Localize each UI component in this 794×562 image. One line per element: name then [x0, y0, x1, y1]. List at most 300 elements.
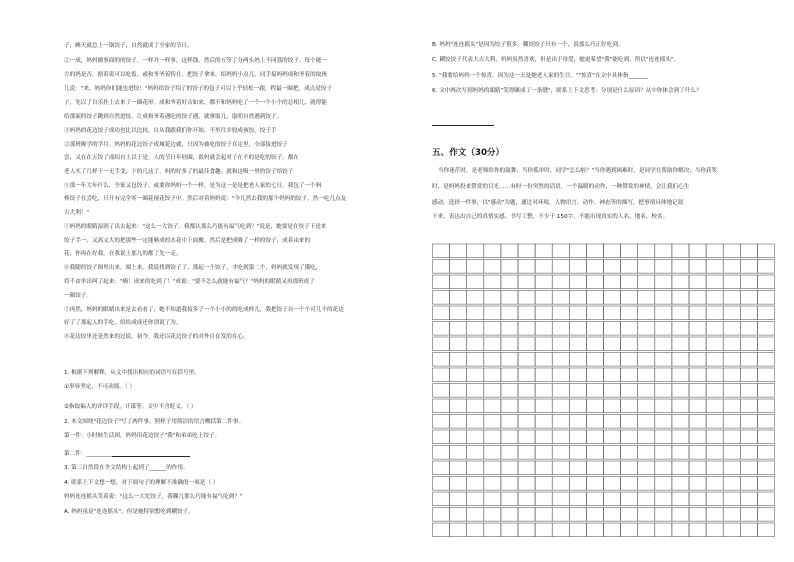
- grid-cell[interactable]: [638, 353, 655, 367]
- grid-cell[interactable]: [621, 353, 638, 367]
- grid-cell[interactable]: [484, 384, 501, 398]
- grid-cell[interactable]: [552, 461, 569, 475]
- grid-cell[interactable]: [638, 337, 655, 351]
- grid-cell[interactable]: [672, 492, 689, 506]
- grid-cell[interactable]: [655, 244, 672, 258]
- grid-cell[interactable]: [501, 430, 518, 444]
- grid-cell[interactable]: [535, 523, 552, 537]
- grid-cell[interactable]: [757, 430, 774, 444]
- grid-cell[interactable]: [501, 508, 518, 522]
- grid-cell[interactable]: [672, 322, 689, 336]
- grid-cell[interactable]: [433, 446, 450, 460]
- grid-cell[interactable]: [433, 337, 450, 351]
- grid-cell[interactable]: [450, 508, 467, 522]
- grid-cell[interactable]: [450, 384, 467, 398]
- grid-cell[interactable]: [484, 291, 501, 305]
- grid-cell[interactable]: [757, 368, 774, 382]
- grid-cell[interactable]: [501, 353, 518, 367]
- grid-cell[interactable]: [569, 446, 586, 460]
- grid-cell[interactable]: [552, 399, 569, 413]
- grid-cell[interactable]: [569, 508, 586, 522]
- grid-cell[interactable]: [655, 523, 672, 537]
- grid-cell[interactable]: [621, 461, 638, 475]
- grid-cell[interactable]: [552, 477, 569, 491]
- grid-cell[interactable]: [501, 322, 518, 336]
- grid-cell[interactable]: [569, 477, 586, 491]
- grid-cell[interactable]: [433, 275, 450, 289]
- grid-cell[interactable]: [569, 322, 586, 336]
- grid-cell[interactable]: [757, 353, 774, 367]
- grid-cell[interactable]: [552, 368, 569, 382]
- grid-cell[interactable]: [467, 306, 484, 320]
- grid-cell[interactable]: [552, 337, 569, 351]
- grid-cell[interactable]: [689, 523, 706, 537]
- grid-cell[interactable]: [723, 446, 740, 460]
- grid-cell[interactable]: [518, 322, 535, 336]
- grid-cell[interactable]: [672, 275, 689, 289]
- grid-cell[interactable]: [518, 461, 535, 475]
- grid-cell[interactable]: [757, 415, 774, 429]
- grid-cell[interactable]: [655, 508, 672, 522]
- grid-cell[interactable]: [484, 477, 501, 491]
- grid-cell[interactable]: [621, 446, 638, 460]
- grid-cell[interactable]: [586, 322, 603, 336]
- grid-cell[interactable]: [484, 275, 501, 289]
- grid-cell[interactable]: [518, 523, 535, 537]
- grid-cell[interactable]: [467, 353, 484, 367]
- grid-cell[interactable]: [552, 415, 569, 429]
- grid-cell[interactable]: [655, 430, 672, 444]
- grid-cell[interactable]: [535, 446, 552, 460]
- grid-cell[interactable]: [706, 368, 723, 382]
- grid-cell[interactable]: [638, 260, 655, 274]
- grid-cell[interactable]: [467, 508, 484, 522]
- grid-cell[interactable]: [501, 384, 518, 398]
- grid-cell[interactable]: [706, 384, 723, 398]
- grid-cell[interactable]: [757, 291, 774, 305]
- grid-cell[interactable]: [706, 244, 723, 258]
- grid-cell[interactable]: [433, 353, 450, 367]
- grid-cell[interactable]: [757, 384, 774, 398]
- grid-cell[interactable]: [518, 275, 535, 289]
- grid-cell[interactable]: [586, 368, 603, 382]
- grid-cell[interactable]: [586, 415, 603, 429]
- grid-cell[interactable]: [689, 492, 706, 506]
- grid-cell[interactable]: [569, 244, 586, 258]
- grid-cell[interactable]: [484, 306, 501, 320]
- grid-cell[interactable]: [621, 477, 638, 491]
- grid-cell[interactable]: [484, 446, 501, 460]
- grid-cell[interactable]: [740, 384, 757, 398]
- grid-cell[interactable]: [501, 492, 518, 506]
- grid-cell[interactable]: [535, 291, 552, 305]
- grid-row[interactable]: [433, 384, 775, 398]
- grid-cell[interactable]: [655, 368, 672, 382]
- grid-cell[interactable]: [621, 492, 638, 506]
- grid-cell[interactable]: [535, 275, 552, 289]
- grid-cell[interactable]: [467, 415, 484, 429]
- grid-cell[interactable]: [518, 508, 535, 522]
- grid-cell[interactable]: [535, 415, 552, 429]
- grid-cell[interactable]: [740, 322, 757, 336]
- grid-cell[interactable]: [501, 399, 518, 413]
- grid-cell[interactable]: [655, 384, 672, 398]
- grid-cell[interactable]: [706, 353, 723, 367]
- grid-cell[interactable]: [638, 306, 655, 320]
- grid-cell[interactable]: [484, 368, 501, 382]
- grid-cell[interactable]: [655, 275, 672, 289]
- grid-cell[interactable]: [484, 244, 501, 258]
- grid-cell[interactable]: [604, 430, 621, 444]
- grid-cell[interactable]: [484, 399, 501, 413]
- grid-cell[interactable]: [723, 244, 740, 258]
- grid-cell[interactable]: [450, 523, 467, 537]
- grid-cell[interactable]: [723, 353, 740, 367]
- grid-cell[interactable]: [569, 306, 586, 320]
- grid-cell[interactable]: [621, 508, 638, 522]
- grid-cell[interactable]: [689, 461, 706, 475]
- grid-cell[interactable]: [450, 260, 467, 274]
- grid-cell[interactable]: [638, 399, 655, 413]
- grid-cell[interactable]: [450, 244, 467, 258]
- grid-cell[interactable]: [433, 492, 450, 506]
- grid-cell[interactable]: [501, 461, 518, 475]
- grid-cell[interactable]: [740, 291, 757, 305]
- grid-cell[interactable]: [621, 430, 638, 444]
- grid-cell[interactable]: [672, 446, 689, 460]
- grid-cell[interactable]: [723, 430, 740, 444]
- grid-cell[interactable]: [723, 291, 740, 305]
- grid-cell[interactable]: [518, 368, 535, 382]
- grid-row[interactable]: [433, 368, 775, 382]
- grid-cell[interactable]: [689, 353, 706, 367]
- grid-cell[interactable]: [450, 306, 467, 320]
- grid-cell[interactable]: [740, 461, 757, 475]
- grid-cell[interactable]: [740, 492, 757, 506]
- grid-cell[interactable]: [638, 384, 655, 398]
- grid-cell[interactable]: [450, 446, 467, 460]
- grid-cell[interactable]: [604, 260, 621, 274]
- grid-cell[interactable]: [501, 477, 518, 491]
- grid-cell[interactable]: [535, 477, 552, 491]
- grid-cell[interactable]: [484, 353, 501, 367]
- grid-cell[interactable]: [638, 523, 655, 537]
- grid-cell[interactable]: [740, 244, 757, 258]
- grid-cell[interactable]: [638, 461, 655, 475]
- grid-cell[interactable]: [535, 244, 552, 258]
- grid-cell[interactable]: [518, 477, 535, 491]
- grid-cell[interactable]: [757, 492, 774, 506]
- grid-cell[interactable]: [501, 368, 518, 382]
- grid-cell[interactable]: [757, 260, 774, 274]
- grid-cell[interactable]: [501, 260, 518, 274]
- grid-cell[interactable]: [638, 291, 655, 305]
- grid-cell[interactable]: [535, 368, 552, 382]
- grid-cell[interactable]: [552, 508, 569, 522]
- grid-cell[interactable]: [450, 492, 467, 506]
- grid-cell[interactable]: [535, 337, 552, 351]
- grid-cell[interactable]: [467, 399, 484, 413]
- grid-cell[interactable]: [467, 337, 484, 351]
- grid-cell[interactable]: [484, 461, 501, 475]
- grid-row[interactable]: [433, 260, 775, 274]
- grid-cell[interactable]: [706, 430, 723, 444]
- grid-cell[interactable]: [569, 337, 586, 351]
- grid-cell[interactable]: [723, 368, 740, 382]
- grid-cell[interactable]: [672, 477, 689, 491]
- grid-cell[interactable]: [501, 306, 518, 320]
- grid-cell[interactable]: [672, 368, 689, 382]
- grid-cell[interactable]: [586, 446, 603, 460]
- grid-cell[interactable]: [604, 337, 621, 351]
- grid-cell[interactable]: [706, 523, 723, 537]
- grid-cell[interactable]: [723, 306, 740, 320]
- grid-cell[interactable]: [484, 523, 501, 537]
- grid-cell[interactable]: [552, 260, 569, 274]
- grid-cell[interactable]: [604, 244, 621, 258]
- grid-cell[interactable]: [723, 508, 740, 522]
- grid-cell[interactable]: [655, 322, 672, 336]
- grid-cell[interactable]: [450, 399, 467, 413]
- grid-cell[interactable]: [586, 492, 603, 506]
- grid-cell[interactable]: [518, 244, 535, 258]
- grid-cell[interactable]: [604, 477, 621, 491]
- grid-cell[interactable]: [604, 523, 621, 537]
- grid-cell[interactable]: [586, 244, 603, 258]
- grid-cell[interactable]: [672, 306, 689, 320]
- grid-cell[interactable]: [723, 275, 740, 289]
- grid-row[interactable]: [433, 461, 775, 475]
- grid-cell[interactable]: [689, 399, 706, 413]
- grid-cell[interactable]: [586, 306, 603, 320]
- grid-cell[interactable]: [706, 446, 723, 460]
- grid-cell[interactable]: [552, 322, 569, 336]
- grid-cell[interactable]: [467, 275, 484, 289]
- grid-cell[interactable]: [689, 508, 706, 522]
- grid-cell[interactable]: [569, 492, 586, 506]
- grid-cell[interactable]: [450, 368, 467, 382]
- grid-cell[interactable]: [569, 415, 586, 429]
- grid-cell[interactable]: [672, 461, 689, 475]
- grid-cell[interactable]: [757, 306, 774, 320]
- grid-cell[interactable]: [655, 461, 672, 475]
- grid-cell[interactable]: [604, 399, 621, 413]
- grid-cell[interactable]: [518, 260, 535, 274]
- grid-cell[interactable]: [569, 430, 586, 444]
- grid-cell[interactable]: [586, 275, 603, 289]
- grid-cell[interactable]: [621, 275, 638, 289]
- grid-cell[interactable]: [638, 492, 655, 506]
- grid-cell[interactable]: [723, 322, 740, 336]
- grid-cell[interactable]: [518, 492, 535, 506]
- grid-row[interactable]: [433, 337, 775, 351]
- grid-cell[interactable]: [604, 415, 621, 429]
- grid-cell[interactable]: [706, 260, 723, 274]
- grid-cell[interactable]: [433, 430, 450, 444]
- grid-cell[interactable]: [655, 260, 672, 274]
- grid-cell[interactable]: [740, 399, 757, 413]
- grid-cell[interactable]: [689, 384, 706, 398]
- grid-cell[interactable]: [450, 430, 467, 444]
- grid-cell[interactable]: [757, 337, 774, 351]
- grid-cell[interactable]: [450, 477, 467, 491]
- grid-cell[interactable]: [740, 368, 757, 382]
- grid-cell[interactable]: [723, 337, 740, 351]
- grid-row[interactable]: [433, 446, 775, 460]
- grid-cell[interactable]: [433, 322, 450, 336]
- grid-cell[interactable]: [535, 322, 552, 336]
- answer-blank-q2[interactable]: [112, 456, 190, 457]
- grid-cell[interactable]: [604, 508, 621, 522]
- grid-cell[interactable]: [518, 306, 535, 320]
- grid-cell[interactable]: [467, 477, 484, 491]
- grid-cell[interactable]: [535, 399, 552, 413]
- grid-cell[interactable]: [740, 306, 757, 320]
- grid-cell[interactable]: [467, 291, 484, 305]
- grid-cell[interactable]: [689, 260, 706, 274]
- grid-cell[interactable]: [484, 260, 501, 274]
- grid-cell[interactable]: [655, 477, 672, 491]
- grid-cell[interactable]: [569, 399, 586, 413]
- grid-row[interactable]: [433, 291, 775, 305]
- grid-cell[interactable]: [552, 430, 569, 444]
- grid-cell[interactable]: [621, 306, 638, 320]
- grid-cell[interactable]: [740, 337, 757, 351]
- grid-cell[interactable]: [672, 415, 689, 429]
- grid-cell[interactable]: [569, 523, 586, 537]
- grid-cell[interactable]: [450, 291, 467, 305]
- grid-cell[interactable]: [723, 415, 740, 429]
- grid-cell[interactable]: [757, 399, 774, 413]
- grid-cell[interactable]: [689, 244, 706, 258]
- grid-cell[interactable]: [433, 461, 450, 475]
- grid-cell[interactable]: [433, 415, 450, 429]
- grid-cell[interactable]: [706, 508, 723, 522]
- grid-cell[interactable]: [586, 291, 603, 305]
- grid-row[interactable]: [433, 306, 775, 320]
- answer-blank-q6[interactable]: [432, 125, 494, 126]
- grid-cell[interactable]: [740, 430, 757, 444]
- grid-cell[interactable]: [655, 306, 672, 320]
- grid-cell[interactable]: [638, 477, 655, 491]
- grid-cell[interactable]: [689, 337, 706, 351]
- grid-cell[interactable]: [518, 415, 535, 429]
- grid-cell[interactable]: [518, 353, 535, 367]
- grid-cell[interactable]: [467, 446, 484, 460]
- grid-cell[interactable]: [621, 244, 638, 258]
- grid-row[interactable]: [433, 353, 775, 367]
- grid-cell[interactable]: [450, 353, 467, 367]
- grid-cell[interactable]: [706, 275, 723, 289]
- grid-cell[interactable]: [638, 446, 655, 460]
- grid-cell[interactable]: [604, 306, 621, 320]
- grid-cell[interactable]: [535, 492, 552, 506]
- grid-cell[interactable]: [569, 260, 586, 274]
- grid-cell[interactable]: [706, 399, 723, 413]
- grid-cell[interactable]: [467, 384, 484, 398]
- grid-cell[interactable]: [757, 446, 774, 460]
- grid-cell[interactable]: [740, 260, 757, 274]
- grid-cell[interactable]: [552, 291, 569, 305]
- grid-cell[interactable]: [552, 275, 569, 289]
- grid-cell[interactable]: [706, 291, 723, 305]
- grid-cell[interactable]: [433, 508, 450, 522]
- grid-cell[interactable]: [467, 368, 484, 382]
- grid-cell[interactable]: [689, 275, 706, 289]
- grid-cell[interactable]: [535, 306, 552, 320]
- grid-cell[interactable]: [621, 291, 638, 305]
- grid-cell[interactable]: [467, 523, 484, 537]
- grid-cell[interactable]: [706, 306, 723, 320]
- grid-cell[interactable]: [689, 291, 706, 305]
- grid-cell[interactable]: [672, 384, 689, 398]
- grid-cell[interactable]: [604, 291, 621, 305]
- grid-row[interactable]: [433, 275, 775, 289]
- grid-cell[interactable]: [723, 384, 740, 398]
- grid-cell[interactable]: [450, 275, 467, 289]
- grid-cell[interactable]: [501, 446, 518, 460]
- grid-cell[interactable]: [501, 291, 518, 305]
- grid-cell[interactable]: [535, 260, 552, 274]
- grid-cell[interactable]: [467, 260, 484, 274]
- grid-cell[interactable]: [757, 461, 774, 475]
- grid-cell[interactable]: [484, 430, 501, 444]
- grid-cell[interactable]: [586, 353, 603, 367]
- grid-cell[interactable]: [689, 446, 706, 460]
- grid-cell[interactable]: [638, 244, 655, 258]
- grid-cell[interactable]: [501, 337, 518, 351]
- grid-cell[interactable]: [604, 322, 621, 336]
- grid-cell[interactable]: [723, 523, 740, 537]
- grid-cell[interactable]: [586, 399, 603, 413]
- grid-cell[interactable]: [433, 399, 450, 413]
- grid-cell[interactable]: [655, 353, 672, 367]
- grid-cell[interactable]: [501, 244, 518, 258]
- grid-cell[interactable]: [569, 291, 586, 305]
- grid-cell[interactable]: [433, 368, 450, 382]
- grid-cell[interactable]: [586, 461, 603, 475]
- grid-cell[interactable]: [586, 430, 603, 444]
- grid-cell[interactable]: [433, 384, 450, 398]
- grid-cell[interactable]: [518, 430, 535, 444]
- grid-cell[interactable]: [706, 477, 723, 491]
- grid-cell[interactable]: [723, 461, 740, 475]
- grid-cell[interactable]: [655, 337, 672, 351]
- grid-cell[interactable]: [655, 415, 672, 429]
- grid-cell[interactable]: [723, 260, 740, 274]
- grid-cell[interactable]: [518, 384, 535, 398]
- grid-cell[interactable]: [586, 477, 603, 491]
- grid-cell[interactable]: [672, 430, 689, 444]
- grid-cell[interactable]: [621, 399, 638, 413]
- grid-cell[interactable]: [535, 508, 552, 522]
- grid-cell[interactable]: [535, 430, 552, 444]
- grid-cell[interactable]: [467, 492, 484, 506]
- grid-cell[interactable]: [552, 244, 569, 258]
- grid-cell[interactable]: [586, 337, 603, 351]
- grid-cell[interactable]: [706, 322, 723, 336]
- grid-cell[interactable]: [621, 415, 638, 429]
- grid-cell[interactable]: [621, 523, 638, 537]
- grid-cell[interactable]: [501, 523, 518, 537]
- grid-cell[interactable]: [655, 399, 672, 413]
- grid-cell[interactable]: [518, 291, 535, 305]
- grid-cell[interactable]: [706, 461, 723, 475]
- grid-cell[interactable]: [604, 492, 621, 506]
- grid-cell[interactable]: [467, 244, 484, 258]
- grid-cell[interactable]: [518, 337, 535, 351]
- grid-row[interactable]: [433, 415, 775, 429]
